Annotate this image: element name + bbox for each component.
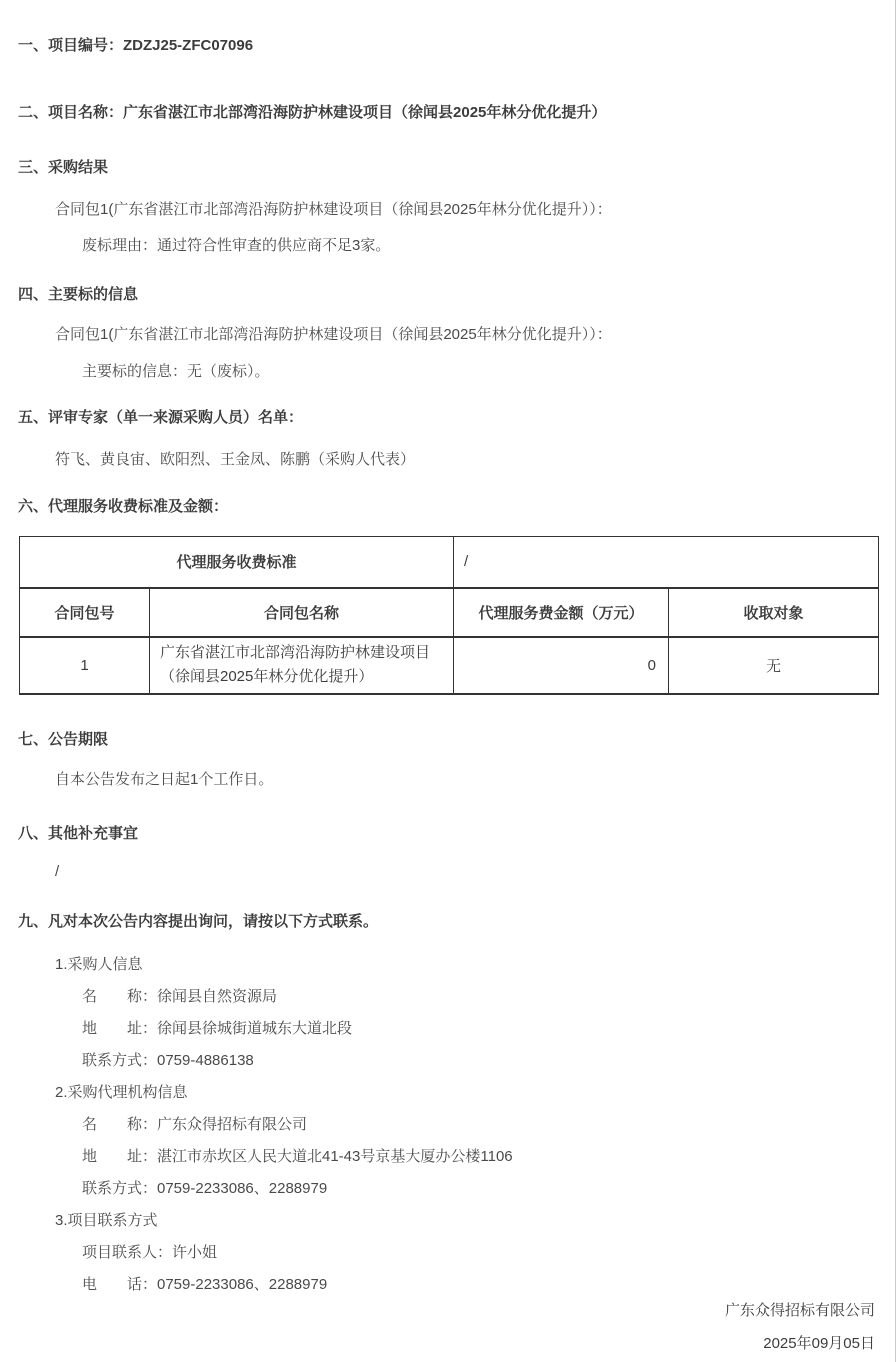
section-3-procurement-result-heading: 三、采购结果 bbox=[18, 159, 109, 176]
header-charge-target: 收取对象 bbox=[669, 588, 879, 637]
project-contact-person-line: 项目联系人：许小姐 bbox=[82, 1243, 218, 1261]
agency-name-line: 名 称：广东众得招标有限公司 bbox=[82, 1115, 308, 1133]
purchaser-address-line: 地 址：徐闻县徐城街道城东大道北段 bbox=[82, 1019, 353, 1037]
section-4-contract-package-line: 合同包1(广东省湛江市北部湾沿海防护林建设项目（徐闻县2025年林分优化提升））： bbox=[55, 326, 612, 343]
cell-package-no: 1 bbox=[20, 637, 150, 694]
section-1-project-number-heading: 一、项目编号：ZDZJ25-ZFC07096 bbox=[18, 37, 254, 54]
section-8-other-matters-heading: 八、其他补充事宜 bbox=[18, 824, 139, 842]
fee-standard-row bbox=[20, 537, 879, 588]
purchaser-info-title: 1.采购人信息 bbox=[55, 955, 143, 973]
section-4-subject-info-line: 主要标的信息：无（废标）。 bbox=[82, 363, 270, 380]
cell-charge-target: 无 bbox=[669, 637, 879, 694]
cell-package-name: 广东省湛江市北部湾沿海防护林建设项目（徐闻县2025年林分优化提升） bbox=[150, 637, 454, 694]
project-contact-title: 3.项目联系方式 bbox=[55, 1211, 158, 1229]
header-fee-amount: 代理服务费金额（万元） bbox=[454, 588, 669, 637]
footer-date: 2025年09月05日 bbox=[763, 1334, 875, 1352]
fee-standard-label-cell: 代理服务收费标准 bbox=[20, 537, 454, 588]
agency-address-line: 地 址：湛江市赤坎区人民大道北41-43号京基大厦办公楼1106 bbox=[82, 1147, 513, 1165]
fee-standard-value-cell: / bbox=[454, 537, 879, 588]
section-3-annulment-reason-line: 废标理由：通过符合性审查的供应商不足3家。 bbox=[82, 237, 391, 254]
purchaser-phone-line: 联系方式：0759-4886138 bbox=[82, 1051, 254, 1069]
fee-table-data-row bbox=[20, 637, 879, 694]
section-7-period-line: 自本公告发布之日起1个工作日。 bbox=[55, 770, 274, 788]
section-5-expert-names-line: 符飞、黄良宙、欧阳烈、王金凤、陈鹏（采购人代表） bbox=[55, 451, 416, 468]
section-7-announcement-period-heading: 七、公告期限 bbox=[18, 730, 109, 748]
agency-info-title: 2.采购代理机构信息 bbox=[55, 1083, 188, 1101]
fee-table-header-row bbox=[20, 588, 879, 637]
header-package-name: 合同包名称 bbox=[150, 588, 454, 637]
section-5-expert-list-heading: 五、评审专家（单一来源采购人员）名单： bbox=[18, 409, 304, 426]
section-9-contact-heading: 九、凡对本次公告内容提出询问，请按以下方式联系。 bbox=[18, 912, 379, 930]
section-3-contract-package-line: 合同包1(广东省湛江市北部湾沿海防护林建设项目（徐闻县2025年林分优化提升））： bbox=[55, 201, 612, 218]
project-phone-line: 电 话：0759-2233086、2288979 bbox=[82, 1275, 328, 1293]
section-4-main-subject-heading: 四、主要标的信息 bbox=[18, 286, 139, 303]
agency-fee-table bbox=[19, 536, 879, 695]
purchaser-name-line: 名 称：徐闻县自然资源局 bbox=[82, 987, 278, 1005]
agency-phone-line: 联系方式：0759-2233086、2288979 bbox=[82, 1179, 328, 1197]
section-2-project-name-heading: 二、项目名称：广东省湛江市北部湾沿海防护林建设项目（徐闻县2025年林分优化提升） bbox=[18, 104, 607, 121]
header-package-no: 合同包号 bbox=[20, 588, 150, 637]
section-8-other-matters-line: / bbox=[55, 862, 60, 880]
section-6-agency-fee-heading: 六、代理服务收费标准及金额： bbox=[18, 498, 229, 515]
cell-fee-amount: 0 bbox=[454, 637, 669, 694]
footer-company-name: 广东众得招标有限公司 bbox=[724, 1301, 875, 1319]
